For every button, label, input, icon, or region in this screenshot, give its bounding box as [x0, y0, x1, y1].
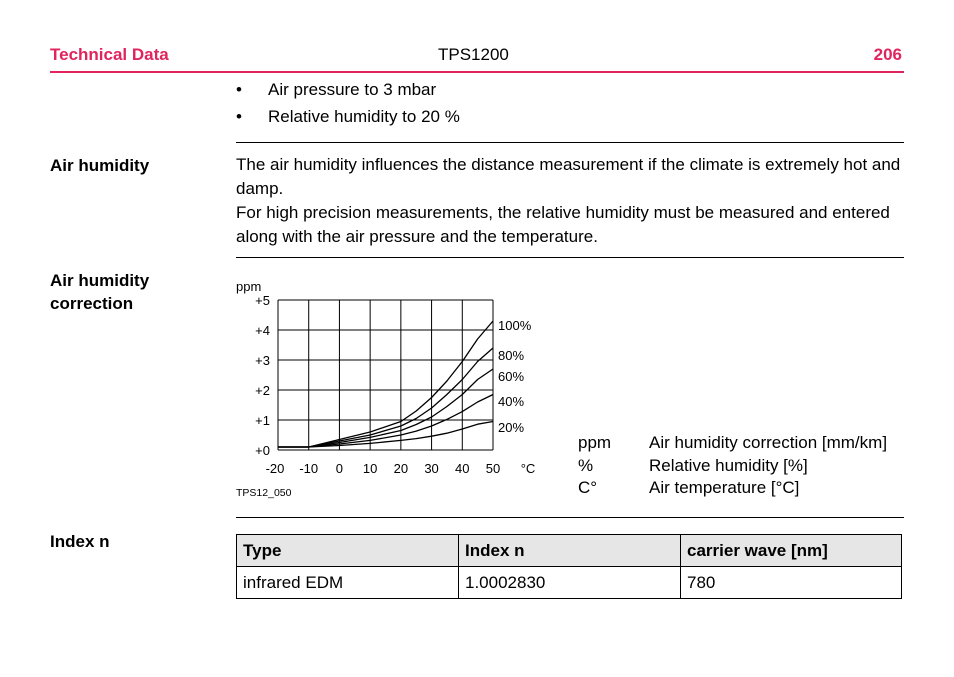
heading-air-humidity: Air humidity: [50, 156, 150, 175]
product-name: TPS1200: [438, 45, 509, 64]
series-label: 80%: [498, 348, 525, 363]
x-tick-label: 30: [424, 461, 439, 476]
series-label: 60%: [498, 369, 525, 384]
x-tick-label: -20: [265, 461, 285, 476]
y-tick-label: +3: [255, 353, 270, 368]
x-tick-label: 20: [393, 461, 409, 476]
x-tick-label: -10: [299, 461, 319, 476]
header-rule: [50, 71, 904, 73]
paragraph: For high precision measurements, the relative humidity must be measured and entered along with the air pressure and the temperature.: [236, 203, 890, 246]
legend-row: % Relative humidity [%]: [578, 455, 808, 475]
series-labels: [498, 318, 532, 435]
x-tick-label: 40: [455, 461, 470, 476]
humidity-correction-chart: [230, 276, 550, 481]
series-line: [278, 395, 493, 448]
table-header-cell: Type: [237, 535, 459, 567]
x-axis-unit-label: °C: [520, 461, 536, 476]
table-header-cell: Index n: [459, 535, 681, 567]
table-cell: 780: [681, 567, 902, 599]
series-label: 40%: [498, 394, 525, 409]
y-tick-label: +0: [255, 443, 270, 458]
divider: [236, 257, 904, 258]
series-label: 100%: [498, 318, 532, 333]
x-tick-labels: [266, 461, 501, 476]
legend-row: C° Air temperature [°C]: [578, 478, 800, 497]
divider: [236, 517, 904, 518]
divider: [236, 142, 904, 143]
y-tick-label: +2: [255, 383, 270, 398]
table-cell: 1.0002830: [459, 567, 681, 599]
y-tick-label: +1: [255, 413, 270, 428]
chart-legend: [578, 432, 887, 500]
page-number: 206: [873, 45, 902, 64]
bullet-item: • Air pressure to 3 mbar: [236, 80, 437, 99]
y-tick-labels: [255, 293, 270, 458]
x-tick-label: 50: [485, 461, 501, 476]
table-row: [237, 567, 902, 599]
series-label: 20%: [498, 420, 525, 435]
table-header-row: [237, 535, 902, 567]
section-title: Technical Data: [50, 45, 169, 64]
bullet-item: • Relative humidity to 20 %: [236, 107, 460, 126]
heading-air-humidity-correction: Air humidity correction: [50, 271, 150, 313]
index-table: [236, 534, 902, 599]
paragraph: The air humidity influences the distance measurement if the climate is extremely hot and damp.: [236, 155, 901, 198]
table-cell: infrared EDM: [237, 567, 459, 599]
figure-id: TPS12_050: [236, 487, 292, 499]
x-tick-label: 10: [362, 461, 378, 476]
legend-row: ppm Air humidity correction [mm/km]: [578, 433, 888, 452]
x-tick-label: 0: [335, 461, 344, 476]
series-line: [278, 321, 493, 447]
y-axis-label: ppm: [236, 279, 262, 294]
chart-grid: [278, 300, 493, 450]
heading-index-n: Index n: [50, 532, 110, 551]
y-tick-label: +4: [255, 323, 270, 338]
y-tick-label: +5: [255, 293, 270, 308]
table-header-cell: carrier wave [nm]: [681, 535, 902, 567]
chart-series: [278, 321, 493, 447]
